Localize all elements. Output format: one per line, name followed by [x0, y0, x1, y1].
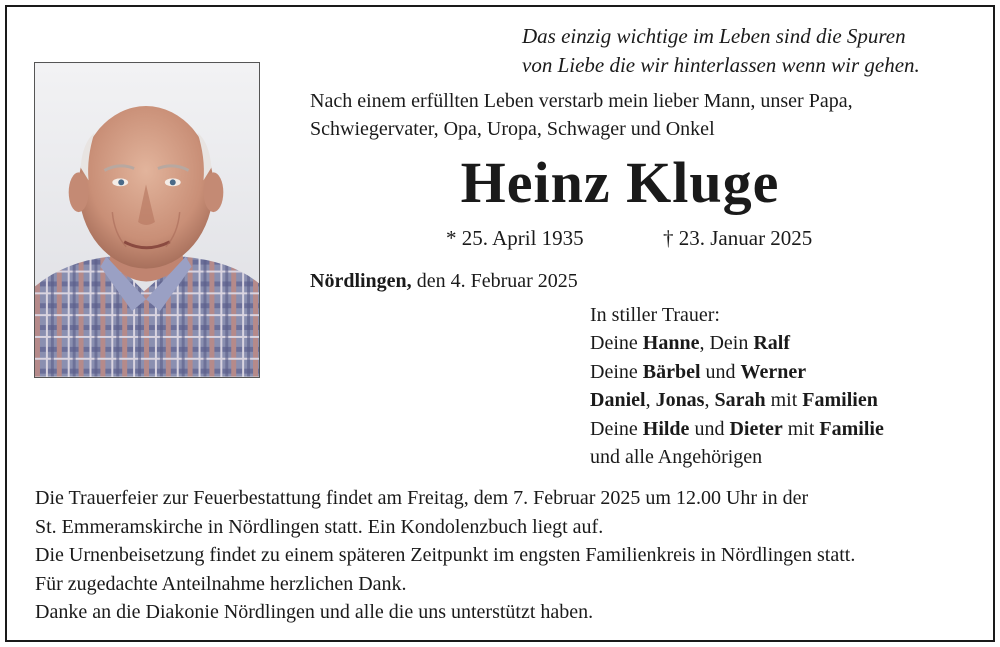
mourner-text: Deine [590, 417, 643, 440]
mourner-line [590, 415, 884, 443]
mourner-name: Hilde [642, 417, 690, 440]
mourner-name: Bärbel [642, 360, 701, 383]
mourners-list [590, 301, 884, 471]
mourner-name: Sarah [714, 389, 766, 412]
intro-line: Schwiegervater, Opa, Uropa, Schwager und Onkel [310, 118, 715, 140]
intro-line: Nach einem erfüllten Leben verstarb mein lieber Mann, unser Papa, [310, 90, 853, 112]
mourner-line [590, 386, 884, 414]
motto-line: Das einzig wichtige im Leben sind die Spuren [522, 24, 906, 48]
mourner-name: Daniel [590, 389, 646, 412]
mourner-line [590, 329, 884, 357]
mourner-line [590, 358, 884, 386]
mourner-text: Deine [590, 360, 643, 383]
motto-line: von Liebe die wir hinterlassen wenn wir gehen. [522, 53, 920, 77]
mourner-name: Familie [819, 417, 884, 440]
notice-line: Für zugedachte Anteilnahme herzlichen Dank. [35, 572, 407, 595]
mourner-name: Werner [740, 360, 807, 383]
mourner-name: Dieter [729, 417, 783, 440]
place-name: Nördlingen, [310, 270, 412, 292]
mourner-text: , Dein [699, 332, 754, 355]
notice-line: Die Urnenbeisetzung findet zu einem späteren Zeitpunkt im engsten Familienkreis in Nördlingen statt. [35, 544, 856, 567]
mourner-name: Ralf [753, 332, 791, 355]
announcement-date: den 4. Februar 2025 [416, 270, 578, 292]
mourners-intro: In stiller Trauer: [590, 304, 720, 326]
funeral-notice [35, 484, 855, 627]
mourner-name: Hanne [642, 332, 700, 355]
mourner-text: Deine [590, 332, 643, 355]
notice-line: Die Trauerfeier zur Feuerbestattung findet am Freitag, dem 7. Februar 2025 um 12.00 Uhr in der [35, 487, 809, 509]
mourner-text: und [689, 417, 730, 440]
notice-line: St. Emmeramskirche in Nördlingen statt. Ein Kondolenzbuch liegt auf. [35, 515, 604, 538]
mourner-text: mit [782, 417, 820, 440]
mourner-text: , [645, 389, 656, 412]
mourners-closing: und alle Angehörigen [590, 446, 763, 469]
mourner-name: Familien [802, 389, 878, 412]
mourner-text: , [704, 389, 715, 412]
intro-text [310, 87, 853, 143]
death-date: † 23. Januar 2025 [663, 226, 813, 250]
deceased-name: Heinz Kluge [460, 150, 780, 215]
mourner-text: und [700, 360, 741, 383]
place-date [310, 267, 578, 295]
mourner-name: Jonas [655, 389, 705, 412]
notice-line: Danke an die Diakonie Nördlingen und alle die uns unterstützt haben. [35, 601, 594, 624]
motto-quote [522, 22, 920, 80]
portrait-photo [34, 62, 260, 378]
mourner-text: mit [765, 389, 803, 412]
portrait-illustration [35, 63, 259, 377]
birth-date: * 25. April 1935 [446, 226, 584, 250]
